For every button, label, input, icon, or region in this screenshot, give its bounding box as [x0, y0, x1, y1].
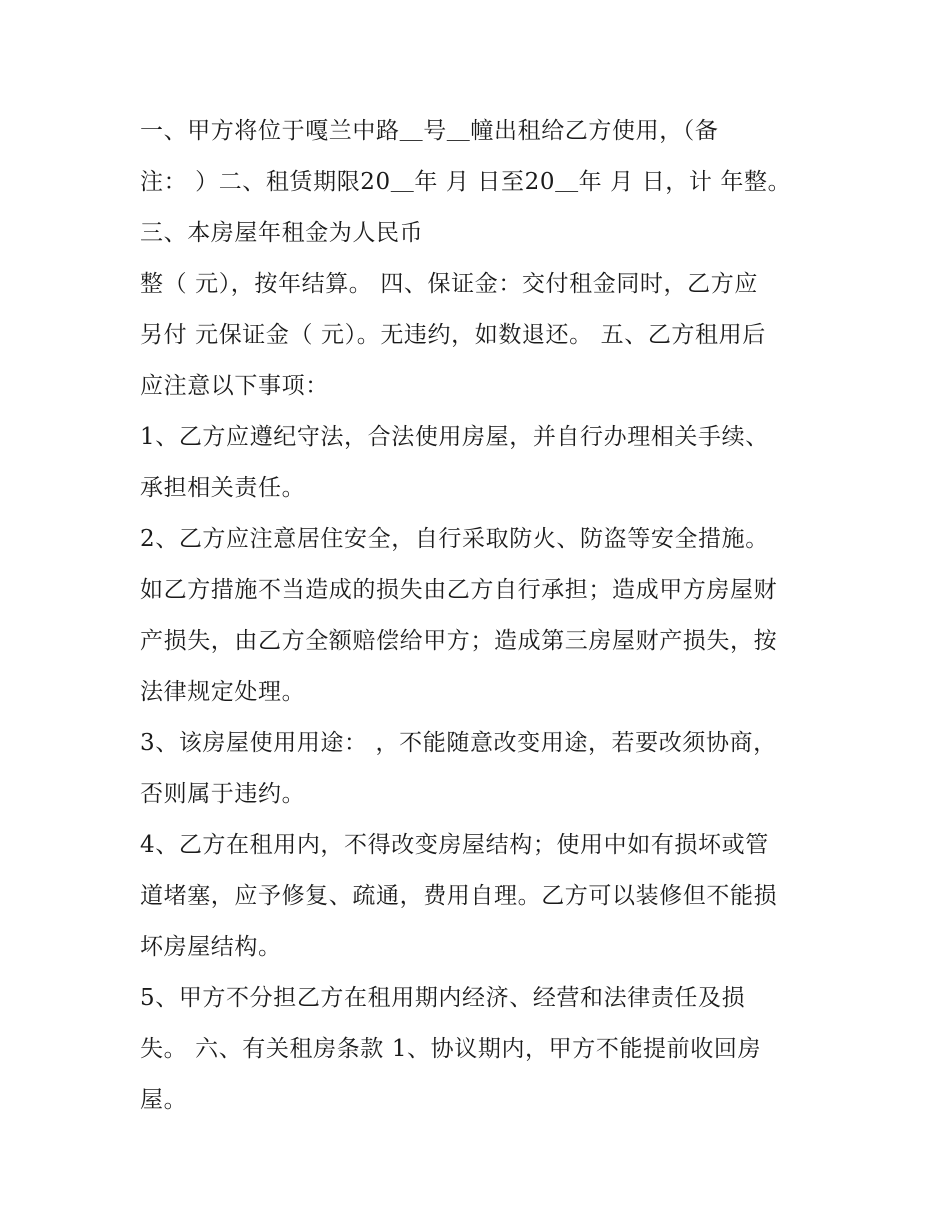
- text-line: 2、乙方应注意居住安全，自行采取防火、防盗等安全措施。: [140, 526, 769, 552]
- text-line: 产损失，由乙方全额赔偿给甲方；造成第三房屋财产损失，按: [140, 628, 778, 654]
- text-line: 3、该房屋使用用途： ，不能随意改变用途，若要改须协商，: [140, 730, 777, 756]
- text-line: 如乙方措施不当造成的损失由乙方自行承担；造成甲方房屋财: [140, 577, 778, 603]
- text-line: 1、乙方应遵纪守法，合法使用房屋，并自行办理相关手续、: [140, 424, 769, 450]
- text-line: 道堵塞，应予修复、疏通，费用自理。乙方可以装修但不能损: [140, 883, 778, 909]
- text-line: 坏房屋结构。: [140, 934, 282, 960]
- text-line: 5、甲方不分担乙方在租用期内经济、经营和法律责任及损: [140, 985, 746, 1011]
- text-line: 屋。: [140, 1087, 188, 1113]
- text-line: 否则属于违约。: [140, 781, 306, 807]
- text-line: 失。 六、有关租房条款 1、协议期内，甲方不能提前收回房: [140, 1036, 762, 1062]
- contract-text: [140, 106, 830, 1126]
- text-line: 一、甲方将位于嘎兰中路＿号＿幢出租给乙方使用，（备: [140, 118, 719, 144]
- text-line: 法律规定处理。: [140, 679, 306, 705]
- text-line: 注： ）二、租赁期限20＿年 月 日至20＿年 月 日，计 年整。: [140, 169, 792, 195]
- text-line: 三、本房屋年租金为人民币: [140, 220, 424, 246]
- text-line: 另付 元保证金（ 元）。无违约，如数退还。 五、乙方租用后: [140, 322, 766, 348]
- text-line: 承担相关责任。: [140, 475, 306, 501]
- text-line: 应注意以下事项：: [140, 373, 329, 399]
- text-line: 整（ 元），按年结算。 四、保证金：交付租金同时，乙方应: [140, 271, 758, 297]
- text-line: 4、乙方在租用内，不得改变房屋结构；使用中如有损坏或管: [140, 832, 769, 858]
